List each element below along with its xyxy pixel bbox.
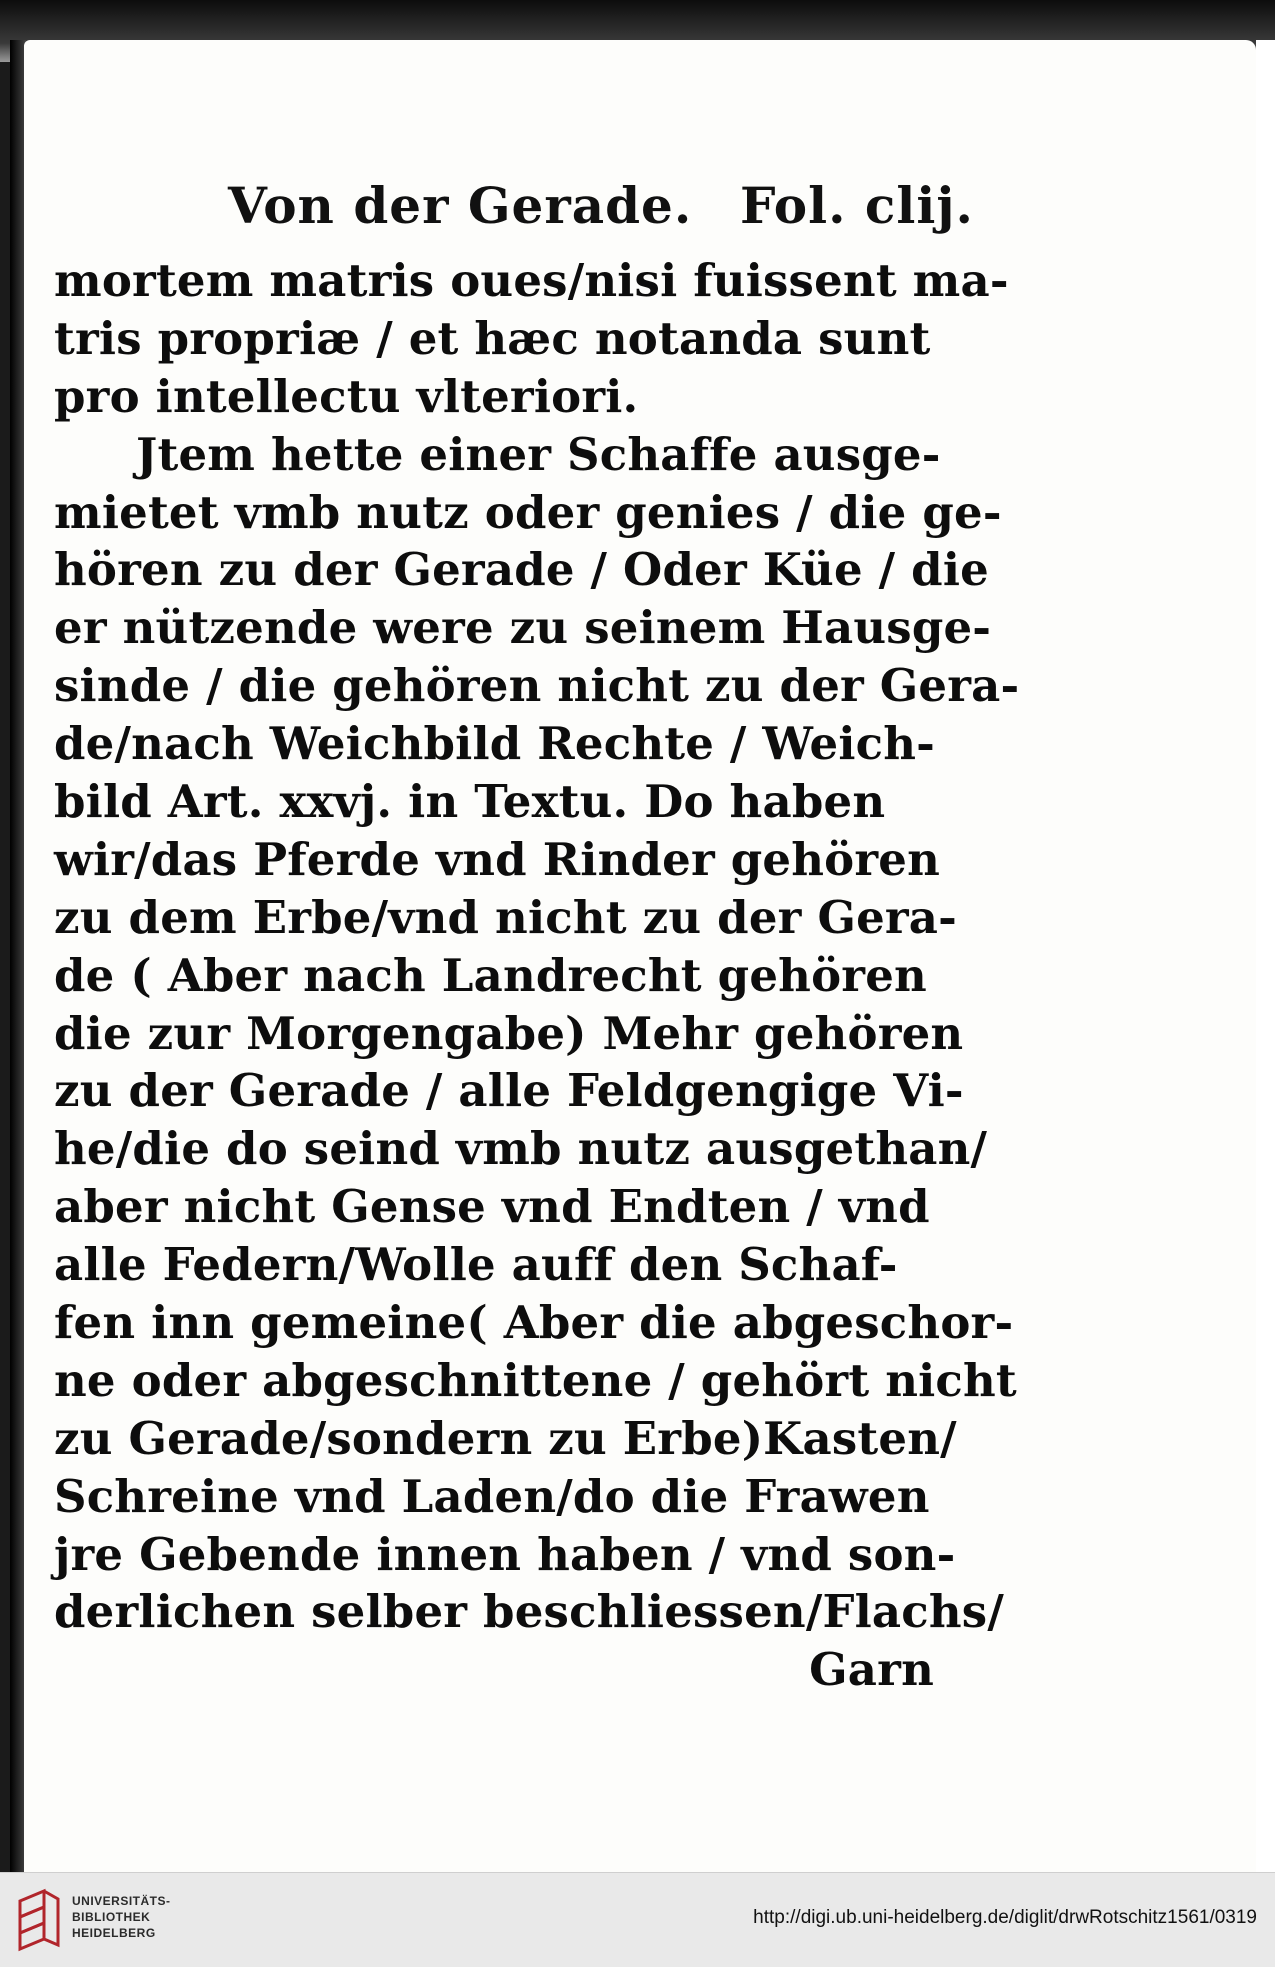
text-line: wir/das Pferde vnd Rinder gehören (54, 832, 941, 886)
text-line: alle Federn/Wolle auff den Schaf- (54, 1238, 898, 1292)
text-line: zu dem Erbe/vnd nicht zu der Gera- (54, 890, 958, 944)
text-line: die zur Morgengabe) Mehr gehören (54, 1006, 964, 1060)
library-name-line: HEIDELBERG (72, 1926, 156, 1940)
text-line: he/die do seind vmb nutz ausgethan/ (54, 1122, 988, 1176)
text-line: de ( Aber nach Landrecht gehören (54, 948, 927, 1002)
text-line: Schreine vnd Laden/do die Frawen (54, 1469, 930, 1523)
text-line: zu Gerade/sondern zu Erbe)Kasten/ (54, 1411, 957, 1465)
text-line: mietet vmb nutz oder genies / die ge- (54, 485, 1002, 539)
text-line: bild Art. xxvj. in Textu. Do haben (54, 775, 886, 829)
text-line: tris propriæ / et hæc notanda sunt (54, 311, 931, 365)
viewer-footer (0, 1872, 1275, 1967)
text-line: de/nach Weichbild Rechte / Weich- (54, 717, 936, 771)
text-line: sinde / die gehören nicht zu der Gera- (54, 659, 1020, 713)
text-line: derlichen selber beschliessen/Flachs/ (54, 1585, 1004, 1639)
page-right-margin (1256, 40, 1275, 1872)
catchword: Garn (809, 1643, 934, 1697)
text-line: fen inn gemeine( Aber die abgeschor- (54, 1296, 1014, 1350)
body-text (54, 252, 1020, 1699)
text-line: aber nicht Gense vnd Endten / vnd (54, 1180, 930, 1234)
library-name-line: UNIVERSITÄTS- (72, 1894, 171, 1908)
folio-number: Fol. clij. (740, 176, 974, 235)
text-line: er nützende were zu seinem Hausge- (54, 601, 992, 655)
text-line: zu der Gerade / alle Feldgengige Vi- (54, 1064, 964, 1118)
text-line: Jtem hette einer Schaffe ausge- (136, 427, 941, 481)
text-line: pro intellectu vlteriori. (54, 369, 639, 423)
running-title: Von der Gerade. (228, 176, 693, 235)
permalink-url[interactable]: http://digi.ub.uni-heidelberg.de/diglit/drwRotschitz1561/0319 (753, 1907, 1257, 1928)
text-line: hören zu der Gerade / Oder Küe / die (54, 543, 989, 597)
text-line: mortem matris oues/nisi fuissent ma- (54, 254, 1009, 307)
text-line: ne oder abgeschnittene / gehört nicht (54, 1353, 1017, 1407)
running-head (0, 170, 1275, 240)
library-logo-icon (14, 1887, 64, 1953)
text-line: jre Gebende innen haben / vnd son- (54, 1527, 956, 1581)
library-name (72, 1893, 171, 1941)
library-name-line: BIBLIOTHEK (72, 1910, 151, 1924)
